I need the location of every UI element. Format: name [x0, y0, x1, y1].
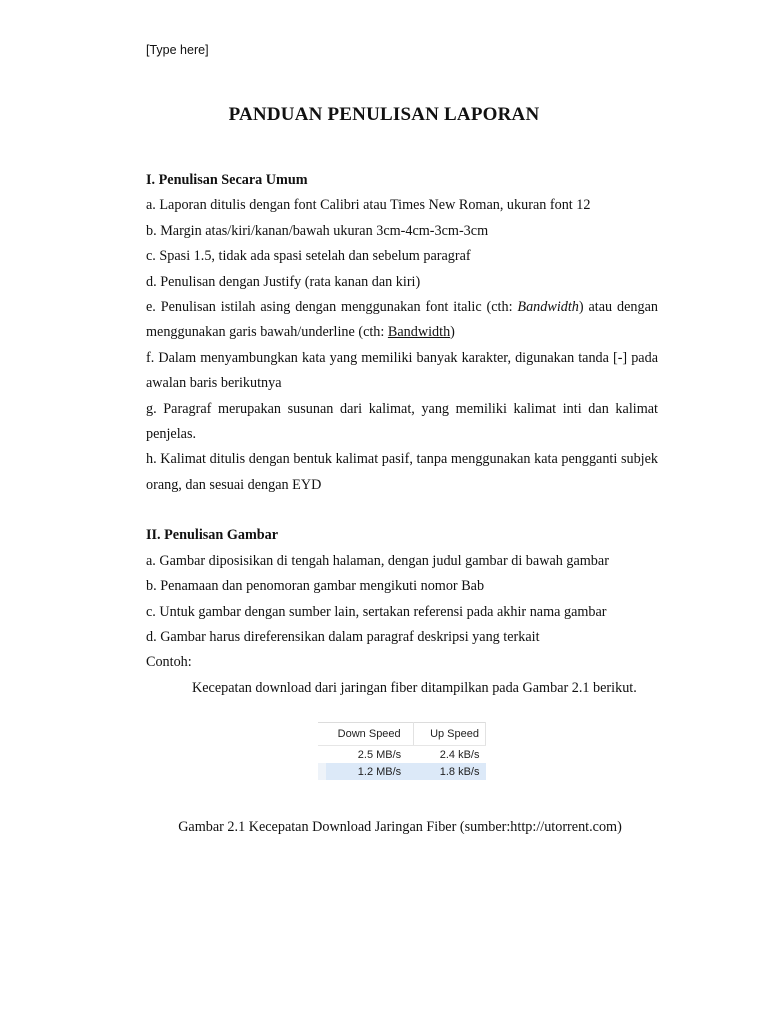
column-header-up-speed: Up Speed — [413, 723, 485, 746]
rule-h: h. Kalimat ditulis dengan bentuk kalimat pasif, tanpa menggunakan kata pengganti subjek orang, dan sesuai dengan EYD — [146, 451, 658, 493]
document-body — [146, 168, 658, 701]
section-heading-images: II. Penulisan Gambar — [146, 527, 279, 544]
rule-c: c. Spasi 1.5, tidak ada spasi setelah dan sebelum paragraf — [146, 248, 471, 265]
rule-a: a. Laporan ditulis dengan font Calibri atau Times New Roman, ukuran font 12 — [146, 197, 591, 214]
rule-e-italic-example: Bandwidth — [517, 299, 579, 316]
down-speed-cell: 1.2 MB/s — [318, 763, 413, 780]
image-rule-d: d. Gambar harus direferensikan dalam paragraf deskripsi yang terkait — [146, 628, 540, 645]
image-rule-a: a. Gambar diposisikan di tengah halaman, dengan judul gambar di bawah gambar — [146, 552, 609, 569]
document-title: PANDUAN PENULISAN LAPORAN — [228, 104, 540, 125]
table-row — [318, 763, 486, 780]
rule-e — [146, 295, 658, 346]
image-rule-b: b. Penamaan dan penomoran gambar mengikuti nomor Bab — [146, 578, 485, 595]
rule-g: g. Paragraf merupakan susunan dari kalimat, yang memiliki kalimat inti dan kalimat penjelas. — [146, 400, 658, 443]
up-speed-cell: 2.4 kB/s — [413, 746, 485, 764]
rule-e-text-end: ) — [450, 324, 455, 341]
rule-d: d. Penulisan dengan Justify (rata kanan dan kiri) — [146, 273, 421, 290]
image-rule-c: c. Untuk gambar dengan sumber lain, sertakan referensi pada akhir nama gambar — [146, 603, 607, 620]
section-heading-general: I. Penulisan Secara Umum — [146, 172, 308, 188]
rule-e-text: e. Penulisan istilah asing dengan menggunakan font italic (cth: — [146, 299, 518, 316]
example-paragraph: Kecepatan download dari jaringan fiber ditampilkan pada Gambar 2.1 berikut. — [192, 679, 637, 696]
rule-e-underline-example: Bandwidth — [387, 324, 451, 341]
rule-b: b. Margin atas/kiri/kanan/bawah ukuran 3cm-4cm-3cm-3cm — [146, 222, 489, 239]
example-label: Contoh: — [146, 654, 192, 671]
figure-caption: Gambar 2.1 Kecepatan Download Jaringan Fiber (sumber:http://utorrent.com) — [178, 819, 622, 835]
table-row — [318, 746, 486, 764]
rule-f: f. Dalam menyambungkan kata yang memiliki banyak karakter, digunakan tanda [-] pada awalan baris berikutnya — [146, 349, 658, 392]
page-header: [Type here] — [146, 43, 209, 57]
speed-table — [318, 722, 486, 780]
down-speed-cell: 2.5 MB/s — [318, 746, 413, 764]
speed-figure — [318, 722, 486, 782]
column-header-down-speed: Down Speed — [318, 723, 413, 746]
rule-e-text-mid: ) atau dengan menggunakan garis bawah/underline (cth: — [146, 299, 658, 341]
up-speed-cell: 1.8 kB/s — [413, 763, 485, 780]
